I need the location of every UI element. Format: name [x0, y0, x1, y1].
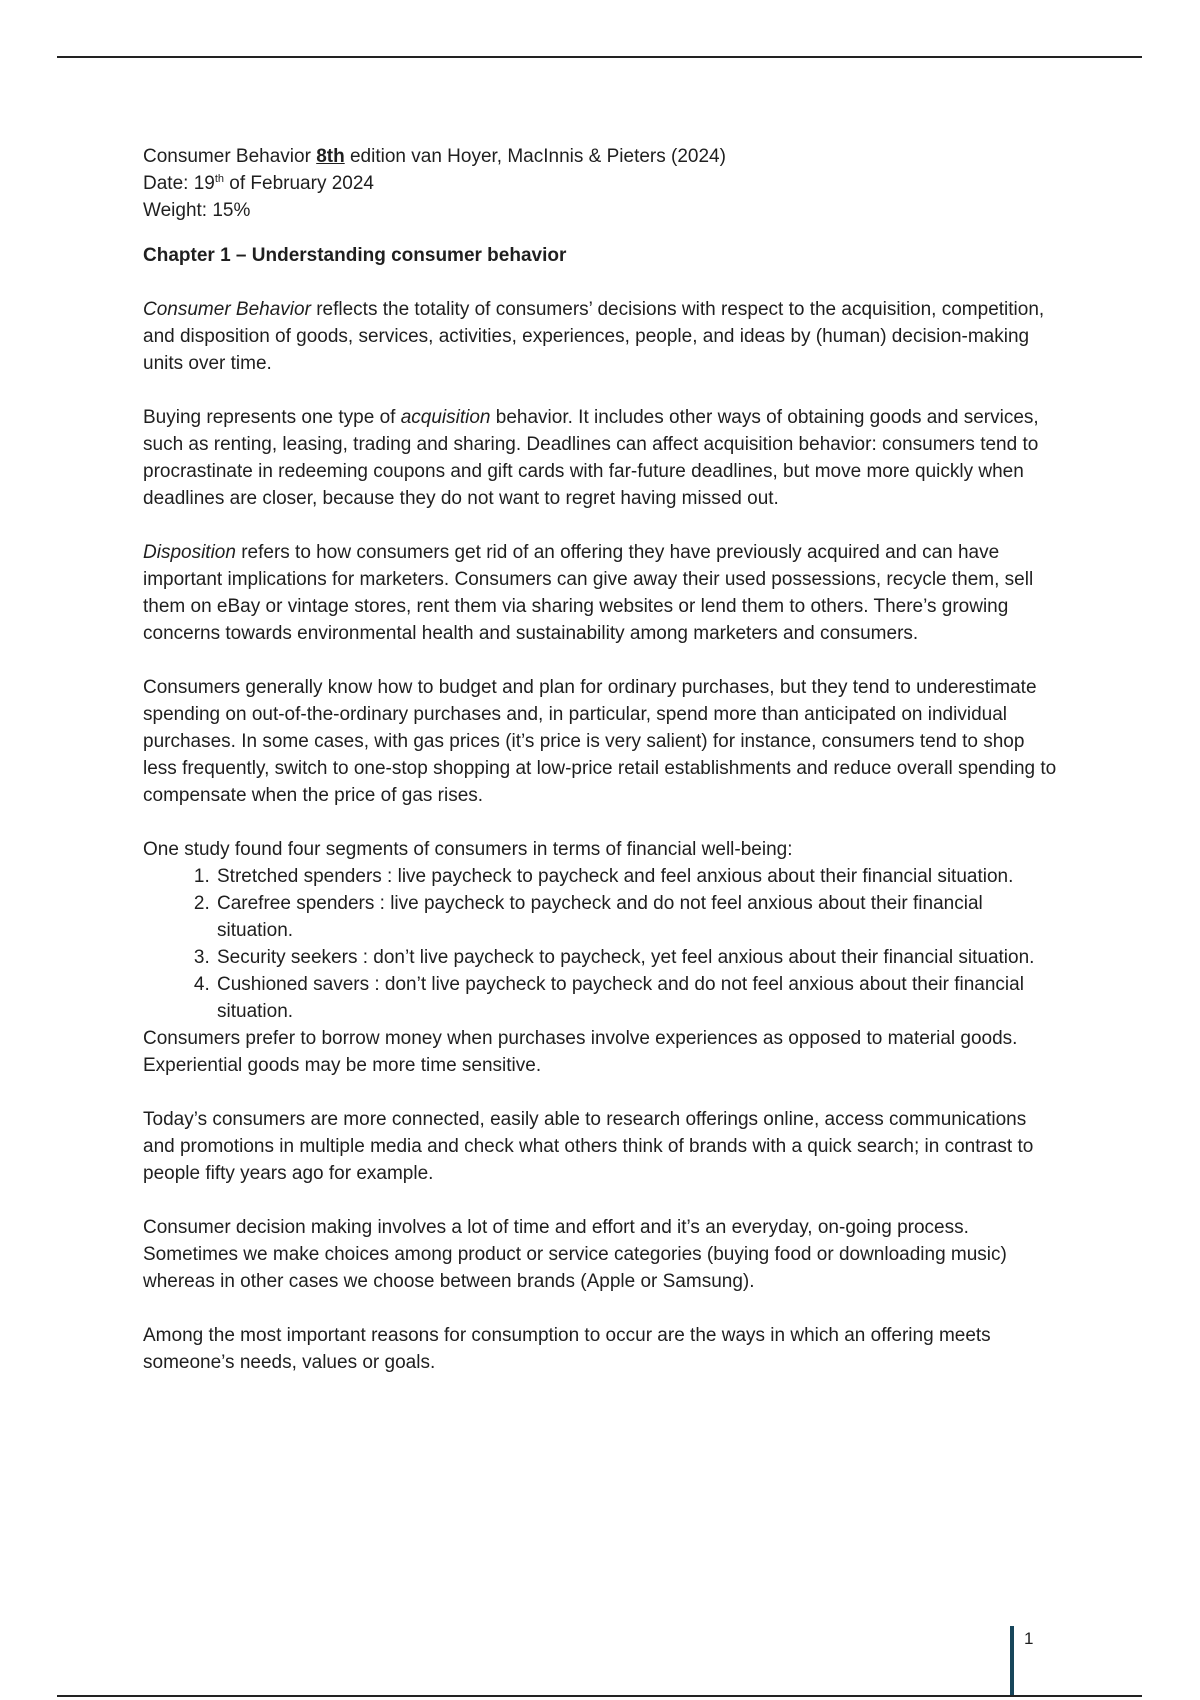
header-rule — [57, 56, 1142, 58]
paragraph-connected-consumers: Today’s consumers are more connected, easily able to research offerings online, access communications and promotions in multiple media and check what others think of brands with a quick search; in contrast to people fifty years ago for example. — [143, 1109, 1034, 1184]
book-authors: edition van Hoyer, MacInnis & Pieters (2024) — [344, 146, 726, 167]
paragraph-disposition: Disposition refers to how consumers get rid of an offering they have previously acquired and can have important implications for marketers. Consumers can give away their used possessions, recycle them, sell them on eBay or vintage stores, rent them via sharing websites or lend them to others. There’s growing concerns towards environmental health and sustainability among marketers and consumers. — [143, 542, 1034, 644]
list-item: 4. Cushioned savers : don’t live paycheck to paycheck and do not feel anxious about their financial situation. — [215, 971, 1063, 1025]
list-item: 1. Stretched spenders : live paycheck to paycheck and feel anxious about their financial situation. — [215, 863, 1063, 890]
paragraph-acquisition: Buying represents one type of acquisition behavior. It includes other ways of obtaining goods and services, such as renting, leasing, trading and sharing. Deadlines can affect acquisition behavior: consumers tend to procrastinate in redeeming coupons and gift cards with far-future deadlines, but move more quickly when deadlines are closer, because they do not want to regret having missed out. — [143, 407, 1039, 509]
page-number-accent-bar — [1010, 1626, 1014, 1696]
book-reference — [143, 143, 1063, 170]
list-item: 3. Security seekers : don’t live paycheck to paycheck, yet feel anxious about their financial situation. — [215, 944, 1063, 971]
chapter-title: Chapter 1 – Understanding consumer behavior — [143, 245, 567, 266]
paragraph-decision-making: Consumer decision making involves a lot of time and effort and it’s an everyday, on-going process. Sometimes we make choices among product or service categories (buying food or downloading music) whereas in other cases we choose between brands (Apple or Samsung). — [143, 1217, 1007, 1292]
book-title: Consumer Behavior — [143, 146, 317, 167]
exam-weight: Weight: 15% — [143, 200, 251, 221]
segments-list — [143, 863, 1063, 1025]
paragraph-segments-intro: One study found four segments of consumers in terms of financial well-being: — [143, 839, 793, 860]
paragraph-budgeting: Consumers generally know how to budget and plan for ordinary purchases, but they tend to underestimate spending on out-of-the-ordinary purchases and, in particular, spend more than anticipated on individual purchases. In some cases, with gas prices (it’s price is very salient) for instance, consumers tend to shop less frequently, switch to one-stop shopping at low-price retail establishments and reduce overall spending to compensate when the price of gas rises. — [143, 677, 1057, 806]
exam-date: Date: 19th of February 2024 — [143, 173, 374, 194]
list-item: 2. Carefree spenders : live paycheck to paycheck and do not feel anxious about their financial situation. — [215, 890, 1063, 944]
page-number: 1 — [1024, 1629, 1034, 1648]
paragraph-consumer-behavior: Consumer Behavior reflects the totality of consumers’ decisions with respect to the acquisition, competition, and disposition of goods, services, activities, experiences, people, and ideas by (human) decision-making units over time. — [143, 299, 1045, 374]
footer-rule — [57, 1695, 1142, 1697]
document-meta — [143, 143, 1063, 224]
paragraph-borrowing: Consumers prefer to borrow money when purchases involve experiences as opposed to material goods. Experiential goods may be more time sensitive. — [143, 1028, 1018, 1076]
book-edition: 8th — [316, 146, 345, 167]
document-body — [143, 143, 1063, 1403]
paragraph-consumption-reasons: Among the most important reasons for consumption to occur are the ways in which an offering meets someone’s needs, values or goals. — [143, 1325, 991, 1373]
